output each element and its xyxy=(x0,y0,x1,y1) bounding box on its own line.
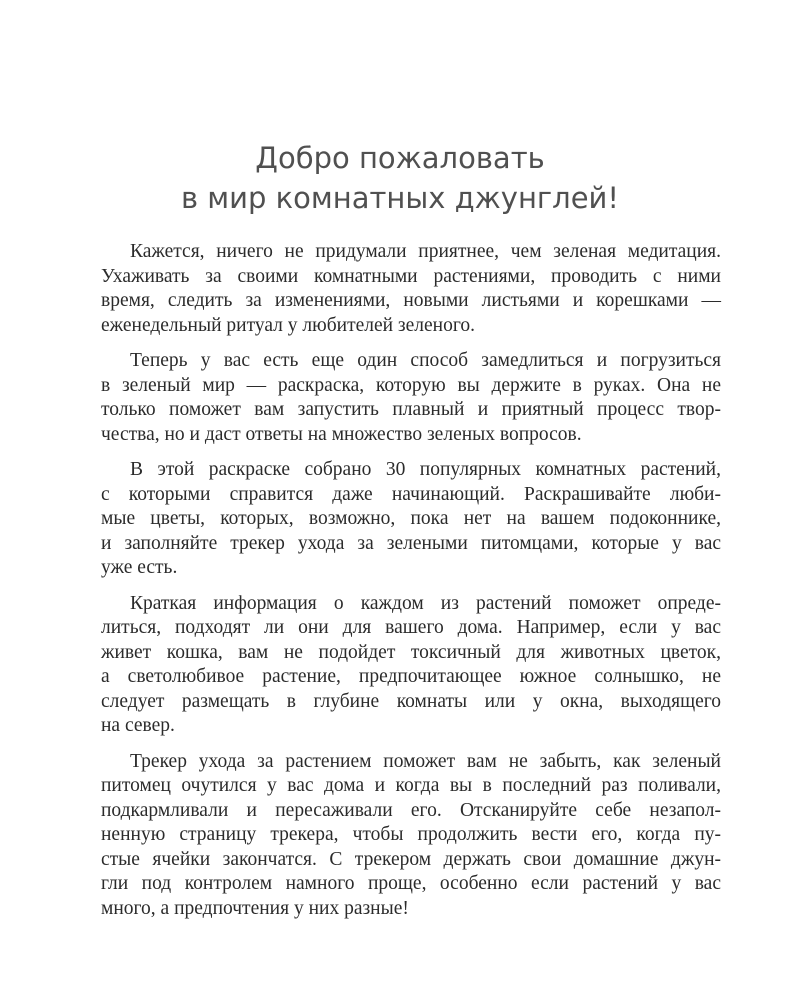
text-line: и заполняйте трекер ухода за зелеными питомцами, которые у вас xyxy=(101,532,721,554)
text-line: в зеленый мир — раскраска, которую вы держите в руках. Она не xyxy=(101,374,721,396)
text-line: Ухаживать за своими комнатными растениями, проводить с ними xyxy=(101,265,721,287)
text-line: стые ячейки закончатся. С трекером держать свои домашние джун- xyxy=(101,848,721,870)
text-line: следует размещать в глубине комнаты или у окна, выходящего xyxy=(101,690,721,712)
text-line: только поможет вам запустить плавный и приятный процесс твор- xyxy=(101,399,721,420)
text-line: много, а предпочтения у них разные! xyxy=(101,897,409,919)
text-line: подкармливали и пересаживали его. Отсканируйте себе незапол- xyxy=(101,799,721,821)
paragraph-2 xyxy=(101,349,721,447)
text-line: а светолюбивое растение, предпочитающее южное солнышко, не xyxy=(101,666,721,687)
paragraph-5 xyxy=(101,750,721,922)
text-line: литься, подходят ли они для вашего дома. Например, если у вас xyxy=(101,617,721,638)
paragraph-1 xyxy=(101,240,721,338)
text-line: Кажется, ничего не придумали приятнее, чем зеленая медитация. xyxy=(130,241,721,262)
paragraph-3 xyxy=(101,458,721,581)
text-line: на север. xyxy=(101,715,175,736)
text-line: мые цветы, которых, возможно, пока нет на вашем подоконнике, xyxy=(101,508,721,529)
title-line-1: Добро пожаловать xyxy=(255,141,545,175)
text-line: Краткая информация о каждом из растений поможет опреде- xyxy=(130,592,721,614)
title-line-2: в мир комнатных джунглей! xyxy=(180,181,620,215)
text-line: время, следить за изменениями, новыми листьями и корешками — xyxy=(101,290,721,311)
text-line: ненную страницу трекера, чтобы продолжить вести его, когда пу- xyxy=(101,824,721,845)
text-line: Теперь у вас есть еще один способ замедлиться и погрузиться xyxy=(130,350,721,371)
text-line: питомец очутился у вас дома и когда вы в последний раз поливали, xyxy=(101,775,721,796)
text-line: чества, но и даст ответы на множество зеленых вопросов. xyxy=(101,423,582,445)
text-line: еженедельный ритуал у любителей зеленого. xyxy=(101,314,476,336)
text-line: с которыми справится даже начинающий. Раскрашивайте люби- xyxy=(101,483,721,505)
page-title xyxy=(0,138,800,218)
text-line: живет кошка, вам не подойдет токсичный для животных цветок, xyxy=(101,641,721,663)
text-line: Трекер ухода за растением поможет вам не забыть, как зеленый xyxy=(130,750,721,772)
paragraph-4 xyxy=(101,592,721,739)
body-text xyxy=(101,240,721,932)
text-line: В этой раскраске собрано 30 популярных комнатных растений, xyxy=(130,459,721,480)
text-line: гли под контролем намного проще, особенно если растений у вас xyxy=(101,873,721,894)
text-line: уже есть. xyxy=(101,557,178,578)
